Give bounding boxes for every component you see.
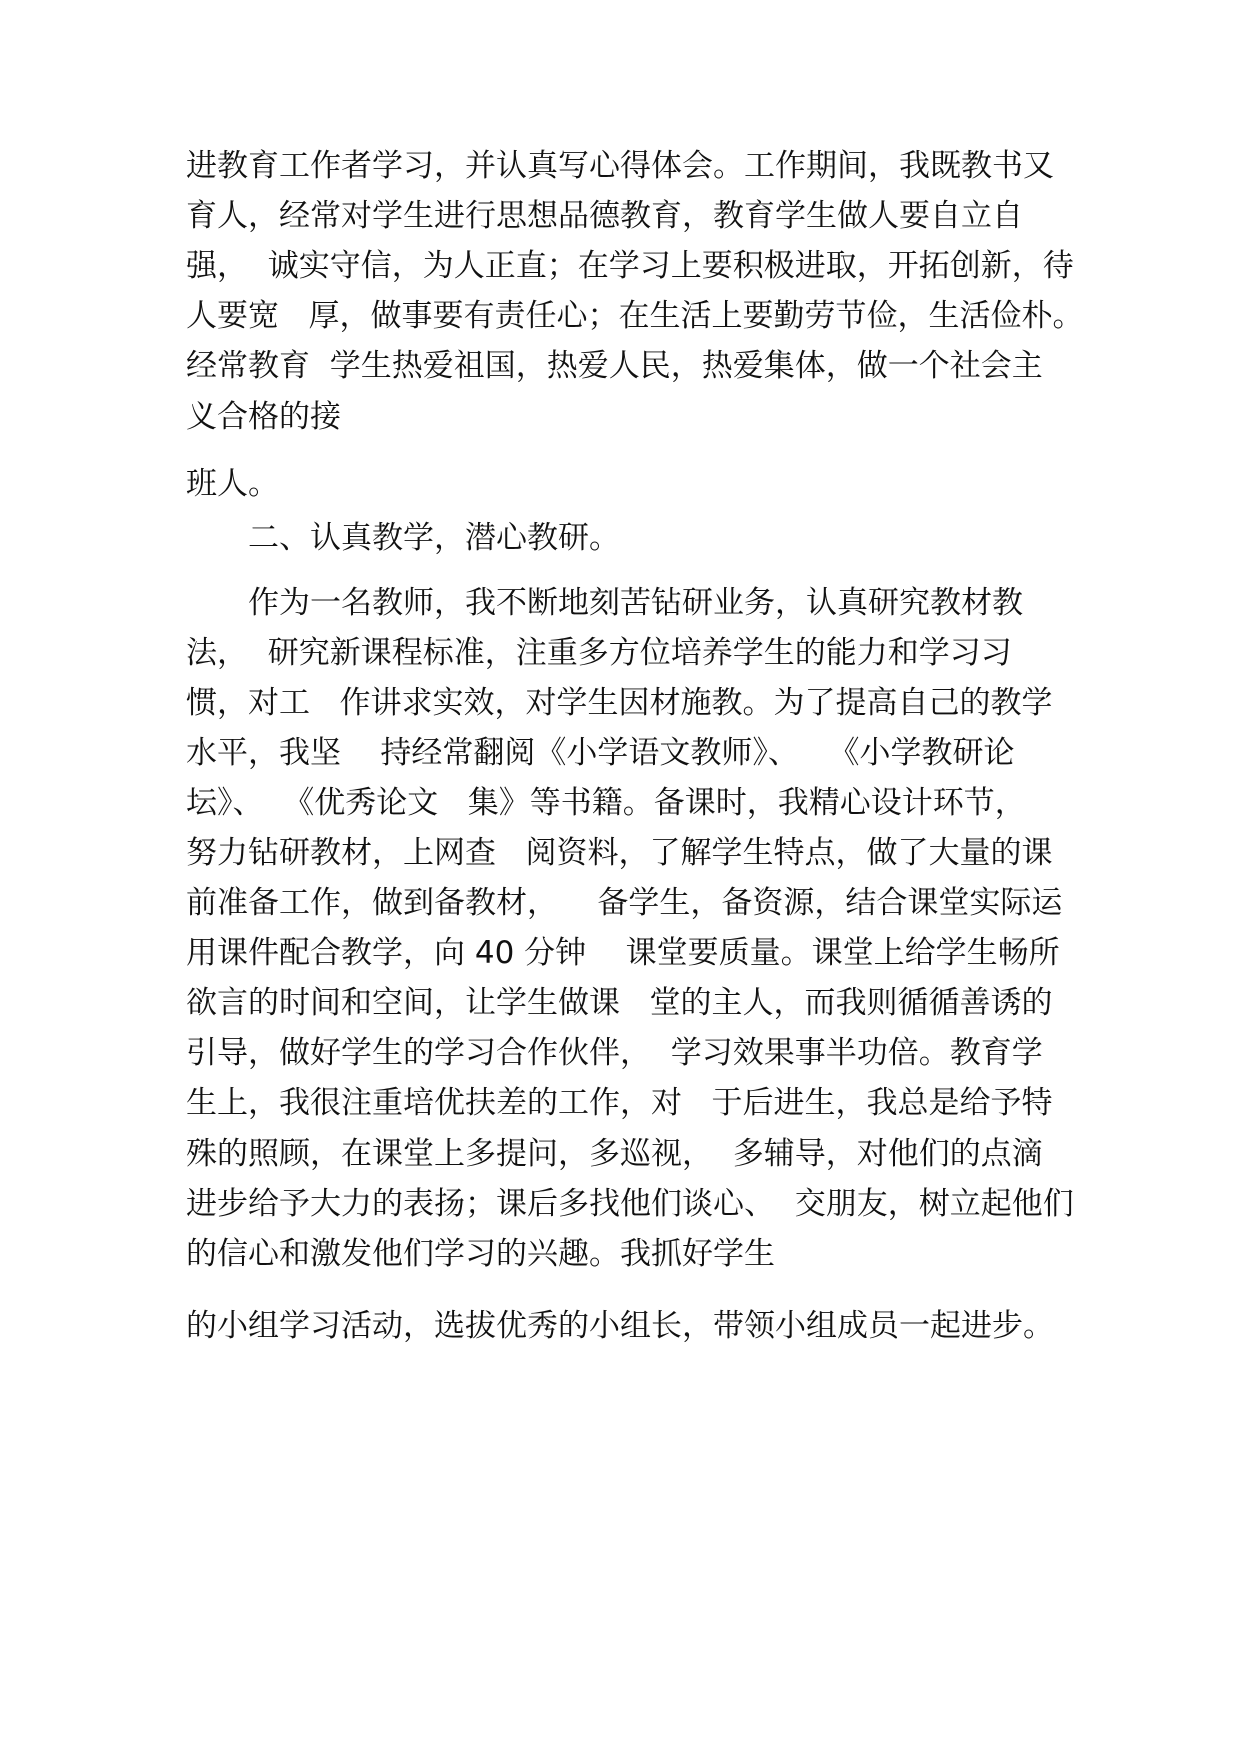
- paragraph-line: 经常教育 学生热爱祖国，热爱人民，热爱集体，做一个社会主: [186, 348, 1043, 384]
- paragraph-line: 努力钻研教材，上网查 阅资料，了解学生特点，做了大量的课: [186, 835, 1053, 871]
- paragraph-line: 的小组学习活动，选拔优秀的小组长，带领小组成员一起进步。: [186, 1308, 1054, 1344]
- paragraph-line: 生上，我很注重培优扶差的工作，对 于后进生，我总是给予特: [186, 1085, 1053, 1121]
- paragraph-line: 进教育工作者学习，并认真写心得体会。工作期间，我既教书又: [186, 148, 1054, 184]
- paragraph-line: 前准备工作，做到备教材， 备学生，备资源，结合课堂实际运: [186, 885, 1063, 921]
- paragraph-line: 进步给予大力的表扬；课后多找他们谈心、 交朋友，树立起他们: [186, 1186, 1074, 1222]
- paragraph-line: 引导，做好学生的学习合作伙伴， 学习效果事半功倍。教育学: [186, 1035, 1043, 1071]
- paragraph-line: 义合格的接: [186, 399, 341, 435]
- paragraph-line: 欲言的时间和空间，让学生做课 堂的主人，而我则循循善诱的: [186, 985, 1053, 1021]
- section-heading: 二、认真教学，潜心教研。: [248, 520, 620, 556]
- paragraph-line: 班人。: [186, 466, 279, 502]
- paragraph-line: 水平，我坚 持经常翻阅《小学语文教师》、 《小学教研论: [186, 735, 1015, 771]
- paragraph-line: 法， 研究新课程标准，注重多方位培养学生的能力和学习习: [186, 635, 1012, 671]
- paragraph-line: 用课件配合教学，向 40 分钟 课堂要质量。课堂上给学生畅所: [186, 935, 1060, 971]
- paragraph-line: 人要宽 厚，做事要有责任心；在生活上要勤劳节俭，生活俭朴。: [186, 298, 1084, 334]
- paragraph-line: 的信心和激发他们学习的兴趣。我抓好学生: [186, 1236, 775, 1272]
- paragraph-line: 作为一名教师，我不断地刻苦钻研业务，认真研究教材教: [248, 585, 1023, 621]
- paragraph-line: 强， 诚实守信，为人正直；在学习上要积极进取，开拓创新，待: [186, 248, 1074, 284]
- paragraph-line: 坛》、 《优秀论文 集》等书籍。备课时，我精心设计环节，: [186, 785, 1026, 821]
- paragraph-line: 惯，对工 作讲求实效，对学生因材施教。为了提高自己的教学: [186, 685, 1053, 721]
- paragraph-line: 育人，经常对学生进行思想品德教育，教育学生做人要自立自: [186, 198, 1023, 234]
- paragraph-line: 殊的照顾，在课堂上多提问，多巡视， 多辅导，对他们的点滴: [186, 1136, 1043, 1172]
